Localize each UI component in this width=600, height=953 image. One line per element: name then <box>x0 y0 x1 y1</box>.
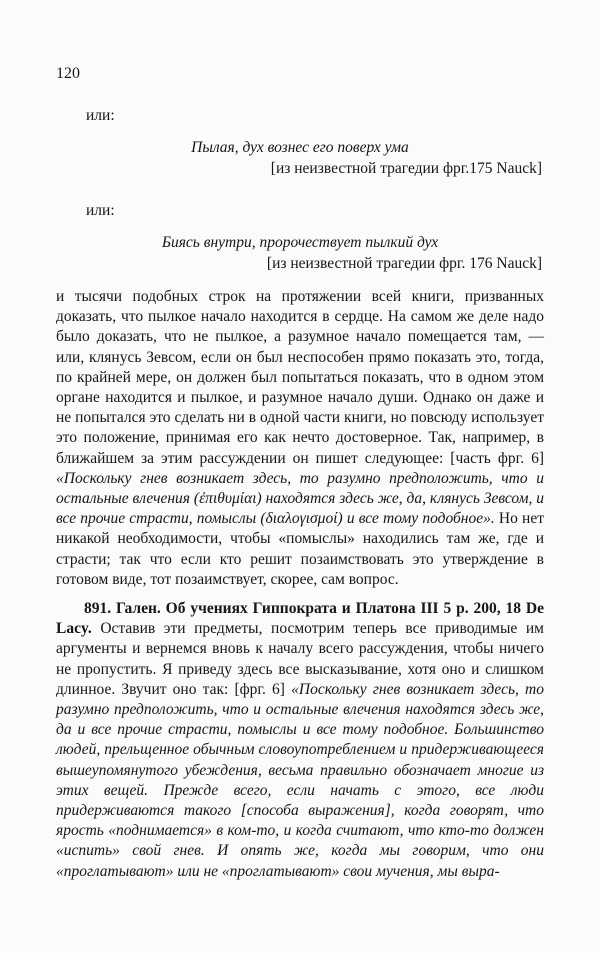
verse-attribution-1: [из неизвестной трагедии фрг.175 Nauck] <box>270 160 542 177</box>
paragraph-2 <box>56 599 544 882</box>
verse-line-2: Биясь внутри, пророчествует пылкий дух <box>161 234 439 251</box>
verse-attribution-2: [из неизвестной трагедии фрг. 176 Nauck] <box>266 255 542 272</box>
verse-quote-1 <box>56 137 544 179</box>
text-run-italic-quote: «Поскольку гнев возникает здесь, то разумно предположить, что и остальные влечения (ἐπιθυμίαι) находятся здесь же, да, клянусь Зевсом, и все прочие страсти, помыслы (διαλογισμοί) и все тому подобное». <box>56 469 544 528</box>
paragraph-1 <box>56 287 544 590</box>
or-label-2: или: <box>86 202 115 219</box>
or-label-1: или: <box>86 107 115 124</box>
verse-line-1: Пылая, дух вознес его поверх ума <box>191 139 409 156</box>
text-run-normal: Но нет никакой необходимости, чтобы «помыслы» находились там же, где и страсти; так что если кто решит позаимствовать это утверждение в готовом виде, тот позаимствует, скорее, сам вопрос. <box>56 510 544 588</box>
text-run-bold-heading: 891. Гален. Об учениях Гиппократа и Платона III 5 p. 200, 18 De Lacy. <box>56 600 544 638</box>
text-run-normal: и тысячи подобных строк на протяжении всей книги, призванных доказать, что пылкое начало находится в сердце. На самом же деле надо было доказать, что не пылкое, а разумное начало помещается там, — или, клянусь Зевсом, если он был неспособен прямо показать это, тогда, по крайней мере, он должен был попытаться показать, что в одном этом органе находится и пылкое, и разумное начало души. Однако он даже и не попытался это сделать ни в одной части книги, но повсюду использует это положение, принимая его как нечто достоверное. Так, например, в ближайшем за этим рассуждении он пишет следующее: [часть фрг. 6] <box>56 288 544 467</box>
verse-quote-2 <box>56 232 544 274</box>
text-run-italic-quote: «Поскольку гнев возникает здесь, то разумно предположить, что и остальные влечения находятся здесь же, да и все прочие страсти, помыслы и все тому подобное. Большинство людей, прельщенное обычным словоупотреблением и придерживающееся вышеупомянутого убеждения, весьма правильно обозначает многие из этих вещей. Прежде всего, если начать с этого, все люди придерживаются такого [способа выражения], когда говорят, что ярость «поднимается» в ком-то, и когда считают, что кто-то должен «испить» свой гнев. И опять же, когда мы говорим, что они «проглатывают» или не «проглатывают» свои мучения, мы выра- <box>56 680 544 880</box>
text-run-normal: Оставив эти предметы, посмотрим теперь все приводимые им аргументы и вернемся вновь к началу всего рассуждения, чтобы ничего не пропустить. Я приведу здесь все высказывание, хотя оно и слишком длинное. Звучит оно так: [фрг. 6] <box>56 620 544 698</box>
page-number: 120 <box>56 65 80 82</box>
